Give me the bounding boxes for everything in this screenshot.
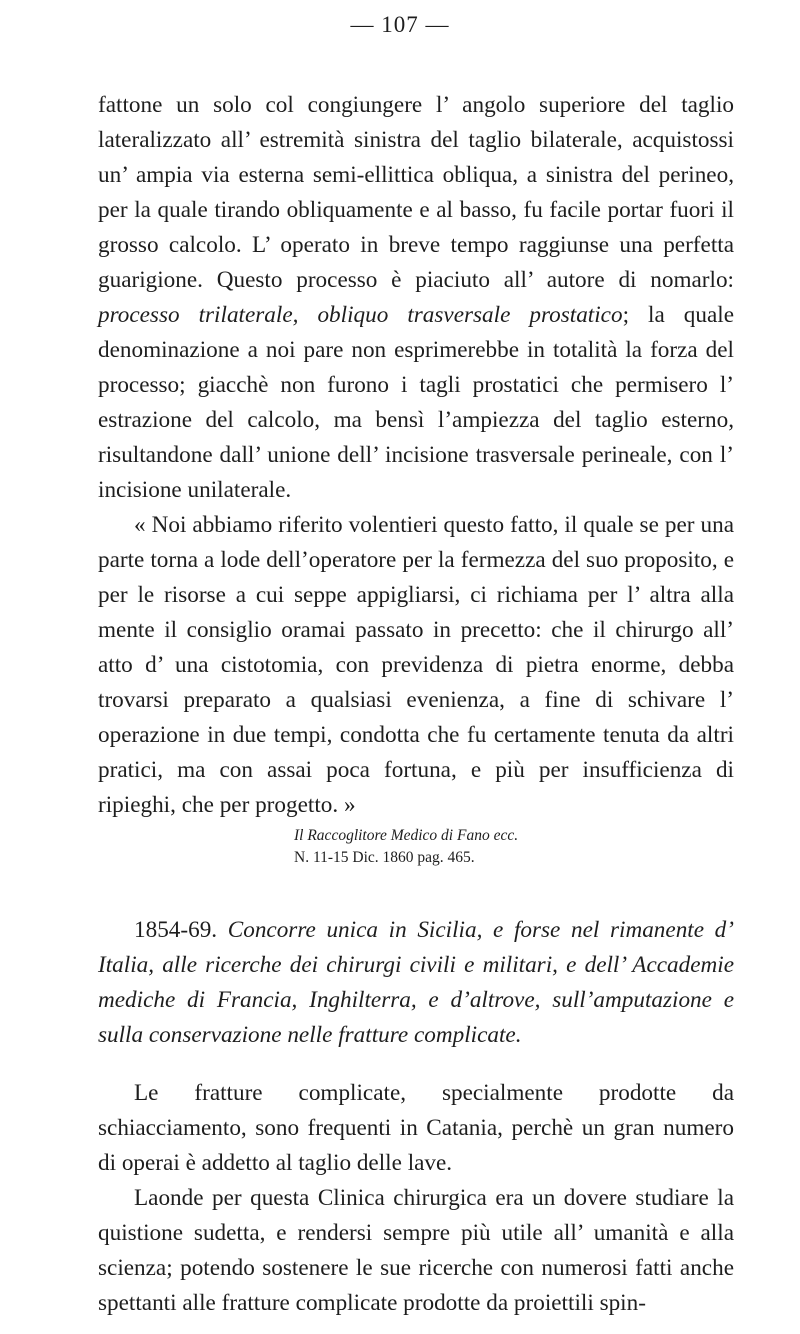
section-heading: [98, 913, 734, 1053]
paragraph-1: [98, 88, 734, 508]
page-body: [98, 88, 734, 1321]
section-paragraph-2: Laonde per questa Clinica chirurgica era un dovere studiare la quistione sudetta, e rendersi sempre più utile all’ umanità e alla scienza; potendo sostenere le sue ricerche con numerosi fatti anche spettanti alle fratture complicate prodotte da proiettili spin-: [98, 1185, 734, 1317]
citation-ref: N. 11-15 Dic. 1860 pag. 465.: [294, 849, 475, 866]
citation-source: Il Raccoglitore Medico di Fano ecc.: [294, 827, 519, 844]
paragraph-2: « Noi abbiamo riferito volentieri questo fatto, il quale se per una parte torna a lode dell’operatore per la fermezza del suo proposito, e per le risorse a cui seppe appigliarsi, ci richiama per l’ altra alla mente il consiglio oramai passato in precetto: che il chirurgo all’ atto d’ una cistotomia, con previdenza di pietra enorme, debba trovarsi preparato a qualsiasi evenienza, a fine di schivare l’ operazione in due tempi, condotta che fu certamente tenuta da altri pratici, ma con assai poca fortuna, e più per insufficienza di ripieghi, che per progetto. »: [98, 512, 734, 818]
paragraph-1-text-a: fattone un solo col congiungere l’ angolo superiore del taglio lateralizzato all’ estremità sinistra del taglio bilaterale, acquistossi un’ ampia via esterna semi-ellittica obliqua, a sinistra del perineo, per la quale tirando obliquamente e al basso, fu facile portar fuori il grosso calcolo. L’ operato in breve tempo raggiunse una perfetta guarigione. Questo processo è piaciuto all’ autore di nomarlo:: [98, 92, 734, 293]
section-paragraph-1: Le fratture complicate, specialmente prodotte da schiacciamento, sono frequenti in Catania, perchè un gran numero di operai è addetto al taglio delle lave.: [98, 1080, 734, 1177]
section-number: 1854-69.: [134, 917, 218, 943]
paragraph-1-text-b: ; la quale denominazione a noi pare non esprimerebbe in totalità la forza del processo; giacchè non furono i tagli prostatici che permisero l’ estrazione del calcolo, ma bensì l’ampiezza del taglio esterno, risultandone dall’ unione dell’ incisione trasversale perineale, con l’ incisione unilaterale.: [98, 302, 734, 503]
paragraph-1-emphasis: processo trilaterale, obliquo trasversale prostatico: [98, 302, 623, 328]
citation: [98, 825, 734, 869]
page-number: — 107 —: [350, 12, 450, 37]
section-title: Concorre unica in Sicilia, e forse nel rimanente d’ Italia, alle ricerche dei chirurgi civili e militari, e dell’ Accademie mediche di Francia, Inghilterra, e d’altrove, sull’amputazione e sulla conservazione nelle fratture complicate.: [98, 917, 734, 1048]
